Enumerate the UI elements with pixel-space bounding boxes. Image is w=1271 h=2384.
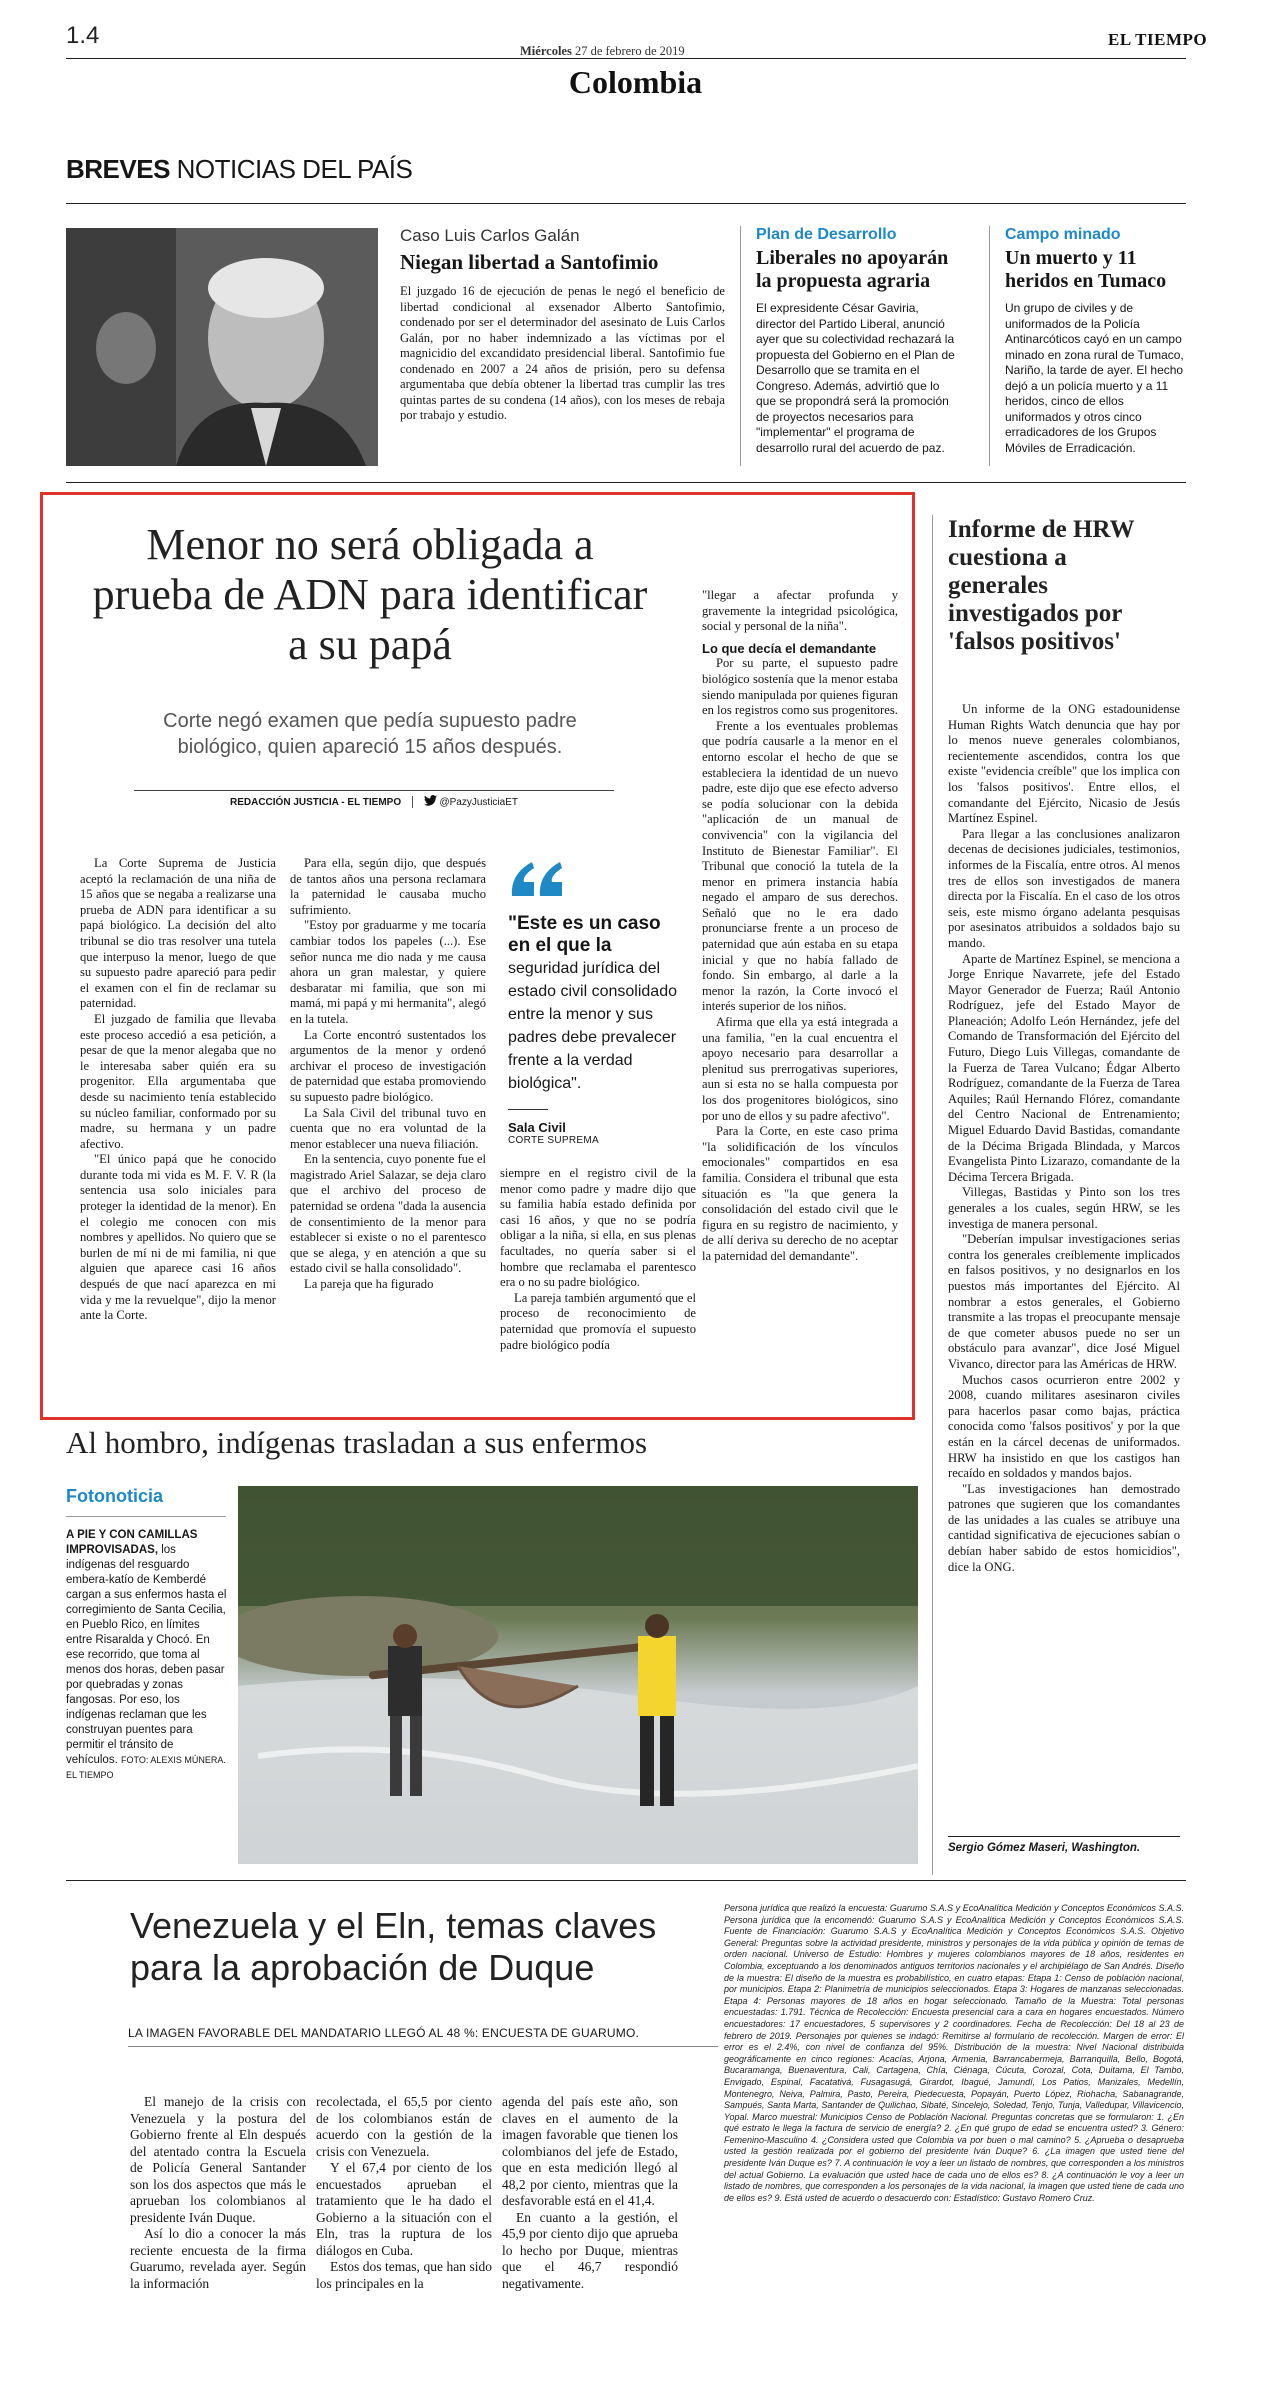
- hrw-paragraph: Un informe de la ONG estadounidense Human Rights Watch denuncia que hay por lo menos nueve generales colombianos, recientemente ascendidos, contra los que existe "evidencia creíble" que los implica con los 'falsos positivos'. Entre ellos, el comandante del Ejército, Nicasio de Jesús Martínez Espinel.: [948, 702, 1180, 826]
- lower-section-rule: [66, 1880, 1186, 1881]
- adn-paragraph: La Sala Civil del tribunal tuvo en cuenta que no era voluntad de la menor establecer una nueva filiación.: [290, 1105, 486, 1151]
- breve-plan-body: El expresidente César Gaviria, director del Partido Liberal, anunció ayer que su colectividad rechazará la propuesta del Gobierno en el Plan de Desarrollo que se tramita en el Congreso. Además, advirtió que lo que se propondrá será la promoción de proyectos necesarios para "implementar" el programa de desarrollo rural del acuerdo de paz.: [756, 301, 955, 455]
- foto-headline: Al hombro, indígenas trasladan a sus enfermos: [66, 1425, 648, 1460]
- adn-column-2: [290, 856, 486, 1293]
- byline-twitter: @PazyJusticiaET: [439, 797, 518, 808]
- breve-plan: [756, 226, 956, 456]
- breves-bottom-rule: [66, 482, 1186, 483]
- adn-column-3: [500, 1166, 696, 1353]
- adn-paragraph: Frente a los eventuales problemas que podría causarle a la menor en el entorno escolar el hecho de que se estableciera la identidad de un nuevo padre, este dijo que ese efecto adverso se podía solucionar con la debida "aplicación de un manual de convivencia" con la vigilancia del Instituto de Bienestar Familiar". El Tribunal que conoció la tutela de la menor en primera instancia había negado el amparo de sus derechos. Señaló que no le era dado pronunciarse frente a un proceso de paternidad que aún estaba en su etapa inicial y que no había fallado de fondo. Sin embargo, al darle a la menor la razón, la Corte invocó el interés superior de los niños.: [702, 718, 898, 1014]
- adn-paragraph: Para ella, según dijo, que después de tantos años una persona reclamara la paternidad le causaba mucho sufrimiento.: [290, 856, 486, 917]
- quote-text: seguridad jurídica del estado civil consolidado entre la menor y sus padres debe prevalecer frente a la verdad biológica".: [508, 960, 677, 1092]
- duque-column-1: [130, 2094, 306, 2292]
- adn-paragraph: Afirma que ella ya está integrada a una familia, "en la cual encuentra el apoyo necesario para desarrollar a plenitud sus prerrogativas superiores, aun si esta no se halla compuesta por los dos progenitores biológicos, sino por uno de ellos y su padre afectivo".: [702, 1015, 898, 1123]
- section-title: Colombia: [568, 64, 703, 100]
- breve-galan: [400, 226, 725, 424]
- quote-rule: [508, 1109, 548, 1110]
- quote-role: CORTE SUPREMA: [508, 1135, 599, 1146]
- pull-quote: [508, 856, 688, 1146]
- foto-caption-bold: A PIE Y CON CAMILLAS IMPROVISADAS,: [66, 1529, 198, 1556]
- duque-paragraph: Y el 67,4 por ciento de los encuestados aprueban el tratamiento que le ha dado el Gobierno a la situación con el Eln, tras la ruptura de los diálogos en Cuba.: [316, 2160, 492, 2258]
- duque-paragraph: En cuanto a la gestión, el 45,9 por ciento dijo que aprueba lo hecho por Duque, mientras que el 46,7 respondió negativamente.: [502, 2209, 678, 2291]
- breve-galan-body: El juzgado 16 de ejecución de penas le negó el beneficio de libertad condicional al exsenador Alberto Santofimio, condenado por ser el determinador del asesinato de Luis Carlos Galán, por no haber indemnizado a las víctimas por el magnicidio del excandidato presidencial liberal. Santofimio fue condenado en 2007 a 24 años de prisión, pero su defensa argumentaba que debía obtener la libertad tras cumplir las tres quintas partes de su condena (14 años), con los meses de rebaja por trabajo y estudio.: [400, 284, 725, 422]
- duque-column-3: [502, 2094, 678, 2292]
- adn-paragraph: El juzgado de familia que llevaba este proceso accedió a esa petición, a pesar de que la menor alegaba que no le interesaba saber quién era su progenitor. Ella argumentaba que desde su nacimiento tenía establecido su núcleo familiar, conformado por su madre, su hermana y un padre afectivo.: [80, 1011, 276, 1151]
- duque-kicker-rule: [128, 2046, 718, 2047]
- hrw-signature: Sergio Gómez Maseri, Washington.: [948, 1842, 1141, 1854]
- byline-rule: [134, 790, 614, 791]
- adn-subtitle: Corte negó examen que pedía supuesto padre biológico, quien apareció 15 años después.: [163, 710, 577, 758]
- foto-caption-text: los indígenas del resguardo embera-katío de Kemberdé cargan a sus enfermos hasta el corregimiento de Santa Cecilia, en Pueblo Rico, en límites entre Risaralda y Chocó. En ese recorrido, que toma al menos dos horas, deben pasar por quebradas y zonas fangosas. Por eso, los indígenas reclaman que les construyan puentes para permitir el tránsito de vehículos.: [66, 1544, 227, 1766]
- twitter-icon: [424, 795, 437, 806]
- breve-mina: [1005, 226, 1185, 456]
- breve-mina-body: Un grupo de civiles y de uniformados de la Policía Antinarcóticos cayó en un campo minado en zona rural de Tumaco, Nariño, la tarde de ayer. El hecho dejó a un policía muerto y a 11 heridos, cinco de ellos uniformados y otros cinco erradicadores de los Grupos Móviles de Erradicación.: [1005, 301, 1184, 455]
- duque-kicker: LA IMAGEN FAVORABLE DEL MANDATARIO LLEGÓ AL 48 %: ENCUESTA DE GUARUMO.: [128, 2026, 640, 2040]
- adn-paragraph: "El único papá que he conocido durante toda mi vida es M. F. V. R (la sentencia usa solo iniciales para proteger la identidad de la menor). En el colegio me conocen con mis nombres y apellidos. No quiero que se burlen de mí ni de mi familia, ni que alguien que aparece casi 16 años después de que nací aparezca en mi vida y me la revuelque", dijo la menor ante la Corte.: [80, 1152, 276, 1323]
- adn-headline: Menor no será obligada a prueba de ADN para identificar a su papá: [92, 520, 648, 669]
- page-number: 1.4: [66, 22, 100, 49]
- adn-paragraph: Por su parte, el supuesto padre biológico sostenía que la menor estaba siendo manipulada por quienes figuran en los registros como sus progenitores.: [702, 656, 898, 718]
- duque-paragraph: Así lo dio a conocer la más reciente encuesta de la firma Guarumo, revelada ayer. Según la información: [130, 2226, 306, 2291]
- portrait-illustration: [66, 228, 378, 466]
- quote-lead: "Este es un caso en el que la: [508, 913, 661, 956]
- adn-column-4: [702, 588, 898, 1265]
- foto-label-rule: [66, 1516, 226, 1517]
- foto-caption: [66, 1528, 228, 1783]
- hrw-body: [948, 702, 1180, 1575]
- date-weekday: Miércoles: [520, 44, 572, 58]
- adn-paragraph: La Corte encontró sustentados los argumentos de la menor y ordenó archivar el proceso de investigación de paternidad que estaba promoviendo su supuesto padre biológico.: [290, 1027, 486, 1104]
- adn-paragraph: Para la Corte, en este caso prima "la solidificación de los vínculos emocionales" compartidos en esa familia. Considera el tribunal que esta situación es "la que genera la consolidación del estado civil que le figura en su registro de nacimiento, y de allí deriva su derecho de no aceptar la paternidad del demandante".: [702, 1124, 898, 1263]
- breves-label-rest: NOTICIAS DEL PAÍS: [176, 154, 413, 184]
- duque-paragraph: El manejo de la crisis con Venezuela y la postura del Gobierno frente al Eln después del atentado contra la Escuela de Policía General Santander son los dos aspectos que más le aprueban los colombianos al presidente Iván Duque.: [130, 2094, 306, 2225]
- quote-author: Sala Civil: [508, 1120, 566, 1135]
- breve-plan-kicker: Plan de Desarrollo: [756, 226, 897, 243]
- byline-separator: [412, 796, 413, 808]
- breves-label-bold: BREVES: [66, 154, 170, 184]
- adn-paragraph: La Corte Suprema de Justicia aceptó la reclamación de una niña de 15 años que se negaba a realizarse una prueba de ADN para identificar a su papá biológico. La decisión del alto tribunal se dio tras resolver una tutela que interpuso la menor, luego de que su supuesto padre apareció para pedir el examen con el fin de reclamar su paternidad.: [80, 856, 276, 1011]
- hrw-paragraph: "Deberían impulsar investigaciones serias contra los generales creíblemente implicados en falsos positivos, y no designarlos en los puestos más importantes del Ejército. Al nombrar a estos generales, el Gobierno transmite a las tropas el preocupante mensaje de que cometer abusos puede no ser un obstáculo para avanzar", dice José Miguel Vivanco, director para las Américas de HRW.: [948, 1232, 1180, 1371]
- byline-author: REDACCIÓN JUSTICIA - EL TIEMPO: [230, 797, 402, 808]
- adn-byline: [134, 795, 614, 808]
- adn-paragraph: siempre en el registro civil de la menor como padre y madre dijo que su familia había estado definida por casi 16 años, y que no se podría obligar a la niña, si ella, en sus plenas facultades, no quería saber si el hombre que reclamaba el parentesco era o no su padre biológico.: [500, 1166, 696, 1290]
- hrw-paragraph: Para llegar a las conclusiones analizaron decenas de decisiones judiciales, testimonios, informes de la Fiscalía, entre otros. Al menos tres de ellos son investigados de manera directa por la Fiscalía. En el caso de los otros seis, este mismo órgano adelanta pesquisas por asesinatos atribuidos a soldados bajo su mando.: [948, 826, 1180, 950]
- foto-label: Fotonoticia: [66, 1486, 163, 1506]
- hrw-divider: [932, 515, 933, 1875]
- adn-subhead: Lo que decía el demandante: [702, 640, 877, 656]
- quote-mark-icon: [508, 856, 568, 900]
- duque-paragraph: Estos dos temas, que han sido los principales en la: [316, 2259, 492, 2291]
- hrw-paragraph: Aparte de Martínez Espinel, se menciona a Jorge Enrique Navarrete, jefe del Estado Mayor Generador de Fuerza; Raúl Antonio Rodríguez, jefe del Estado Mayor de Planeación; Adolfo León Hernández, jefe del Comando de Transformación del Ejército del Futuro, Diego Luis Villegas, comandante de la Fuerza de Tarea Vulcano; Édgar Alberto Rodríguez, comandante de la Fuerza de Tarea Aquiles; Raúl Hernando Flórez, comandante del Centro Nacional de Entrenamiento; Miguel Eduardo David Bastidas, comandante de la Décima Brigada Blindada, y Marcos Evangelista Pinto Lizarazo, comandante de la Décima Tercera Brigada.: [948, 951, 1180, 1184]
- hrw-paragraph: "Las investigaciones han demostrado patrones que sugieren que los comandantes de las unidades a las cuales se atribuye una cantidad significativa de ejecuciones sabían o debían haber sabido de estos homicidios", dice la ONG.: [948, 1481, 1180, 1574]
- breve-mina-title: Un muerto y 11 heridos en Tumaco: [1005, 247, 1167, 292]
- breve-galan-title: Niegan libertad a Santofimio: [400, 250, 659, 274]
- duque-paragraph: recolectada, el 65,5 por ciento de los colombianos están de acuerdo con la gestión de la crisis con Venezuela.: [316, 2094, 492, 2159]
- foto-credit: FOTO: ALEXIS MÚNERA. EL TIEMPO: [66, 1755, 226, 1780]
- hrw-paragraph: Muchos casos ocurrieron entre 2002 y 2008, cuando militares asesinaron civiles para hacerlos pasar como bajas, práctica conocida como 'falsos positivos' y por la que están en la cárcel decenas de uniformados. HRW ha insistido en que los castigos han recaído en soldados y mandos bajos.: [948, 1372, 1180, 1481]
- brand-logo: EL TIEMPO: [1108, 30, 1208, 49]
- breve-plan-title: Liberales no apoyarán la propuesta agraria: [756, 247, 949, 292]
- hrw-headline: Informe de HRW cuestiona a generales investigados por 'falsos positivos': [948, 516, 1135, 655]
- issue-date: [520, 44, 685, 59]
- breves-divider: [740, 226, 741, 466]
- breve-mina-kicker: Campo minado: [1005, 226, 1121, 243]
- adn-paragraph: En la sentencia, cuyo ponente fue el magistrado Ariel Salazar, se deja claro que el archivo del proceso de paternidad se ordena "dada la ausencia de consentimiento de la menor para establecer si existe o no el parentesco que se alega, y en atención a que su estado civil se halla consolidado".: [290, 1152, 486, 1276]
- adn-paragraph: La pareja que ha figurado: [304, 1277, 434, 1292]
- duque-paragraph: agenda del país este año, son claves en el aumento de la imagen favorable que tienen los colombianos del jefe de Estado, que en esta medición llegó al 48,2 por ciento, mientras que la desfavorable está en el 41,4.: [502, 2094, 678, 2208]
- hrw-signature-rule: [948, 1836, 1180, 1837]
- ficha-tecnica: Persona jurídica que realizó la encuesta: Guarumo S.A.S y EcoAnalítica Medición y Conceptos Económicos S.A.S. Persona jurídica que la encomendó: Guarumo S.A.S y EcoAnalítica Medición y Conceptos Económicos S.A.S. Fuente de Financiación: Guarumo S.A.S y EcoAnalítica Medición y Conceptos Económicos S.A.S. Objetivo General: Preguntas sobre la actividad presidente, ministros y personajes de la vida pública y opinión de temas de orden nacional. Universo de Estudio: Hombres y mujeres colombianos mayores de 18 años, residentes en Colombia, exceptuando a los denominados antiguos territorios nacionales y el archipiélago de San Andrés. Diseño de la muestra: El diseño de la muestra es probabilístico, en cuatro etapas: Etapa 1: Censo de población nacional, por municipios. Etapa 2: Planimetría de municipios seleccionados. Etapa 3: Hogares de manzanas seleccionadas. Etapa 4: Personas mayores de 18 años en hogar seleccionado. Tamaño de la Muestra: Total personas encuestadas: 1.791. Técnica de Recolección: Encuesta presencial cara a cara en hogares encuestados. Número encuestadores: 17 encuestadores, 5 supervisores y 2 coordinadores. Fecha de Recolección: Del 18 al 23 de febrero de 2019. Personajes por quienes se indagó: Remitirse al formulario de recolección. Margen de error: El error es el 2.4%, con nivel de confianza del 95%. Distribución de la muestra: Nivel Nacional distribuida geográficamente en cinco regiones: Acacías, Arjona, Armenia, Barrancabermeja, Barranquilla, Bello, Bogotá, Bucaramanga, Buenaventura, Cali, Cartagena, Chía, Ciénaga, Cúcuta, Corozal, Cota, Duitama, El Tambo, Envigado, Espinal, Facatativá, Fusagasugá, Girardot, Ibagué, Jamundí, Los Patios, Manizales, Medellín, Montenegro, Neiva, Palmira, Pasto, Pereira, Piedecuesta, Popayán, Puerto López, Riohacha, Sabanagrande, Sampués, Santa Marta, Santander de Quilichao, Sibaté, Sincelejo, Soledad, Tenjo, Tunja, Valledupar, Villavicencio, Yopal. Marco muestral: Municipios Censo de Población Nacional. Preguntas concretas que se formularon: 1. ¿En qué estrato le llega la factura de servicio de energía? 2. ¿En qué grupo de edad se encuentra usted? 3. Género: Femenino-Masculino 4. ¿Considera usted que Colombia va por buen o mal camino? 5. ¿Aprueba o desaprueba usted la gestión realizada por el gobierno del presidente Iván Duque? 6. ¿La imagen que usted tiene del presidente Iván Duque es? 7. A continuación le voy a leer un listado de nombres, que corresponden a los ministros del actual Gobierno. La evaluación que usted hace de cada uno de ellos es? 8. ¿A continuación le voy a leer un listado de nombres, que corresponden a los personajes de la vida nacional, la imagen que usted tiene de cada uno de ellos es? 9. Está usted de acuerdo o desacuerdo con: Estadístico: Gustavo Romero Cruz.: [724, 1903, 1184, 2203]
- duque-headline: Venezuela y el Eln, temas claves para la aprobación de Duque: [130, 1905, 657, 1988]
- breve-galan-kicker: Caso Luis Carlos Galán: [400, 226, 580, 245]
- breves-rule: [66, 203, 1186, 204]
- indigenas-photo: [238, 1486, 918, 1864]
- masthead-rule: [66, 58, 1186, 59]
- adn-paragraph: La pareja también argumentó que el proceso de reconocimiento de paternidad que promovía el supuesto padre biológico podía: [500, 1290, 696, 1352]
- breves-divider-2: [989, 226, 990, 466]
- hrw-paragraph: Villegas, Bastidas y Pinto son los tres generales a los cuales, según HRW, se les investiga de manera personal.: [948, 1185, 1180, 1231]
- river-illustration: [238, 1486, 918, 1864]
- adn-paragraph: "llegar a afectar profunda y gravemente la integridad psicológica, social y personal de la niña".: [702, 588, 898, 634]
- santofimio-photo: [66, 228, 378, 466]
- date-text: 27 de febrero de 2019: [574, 44, 685, 58]
- duque-column-2: [316, 2094, 492, 2292]
- adn-column-1: [80, 856, 276, 1324]
- breves-header: [66, 154, 412, 185]
- adn-paragraph: "Estoy por graduarme y me tocaría cambiar todos los papeles (...). Ese señor nunca me dio nada y me causa ahora un gran malestar, y quiere desbaratar mi familia, que son mi mamá, mi papá y mi hermanita", alegó en la tutela.: [290, 918, 486, 1026]
